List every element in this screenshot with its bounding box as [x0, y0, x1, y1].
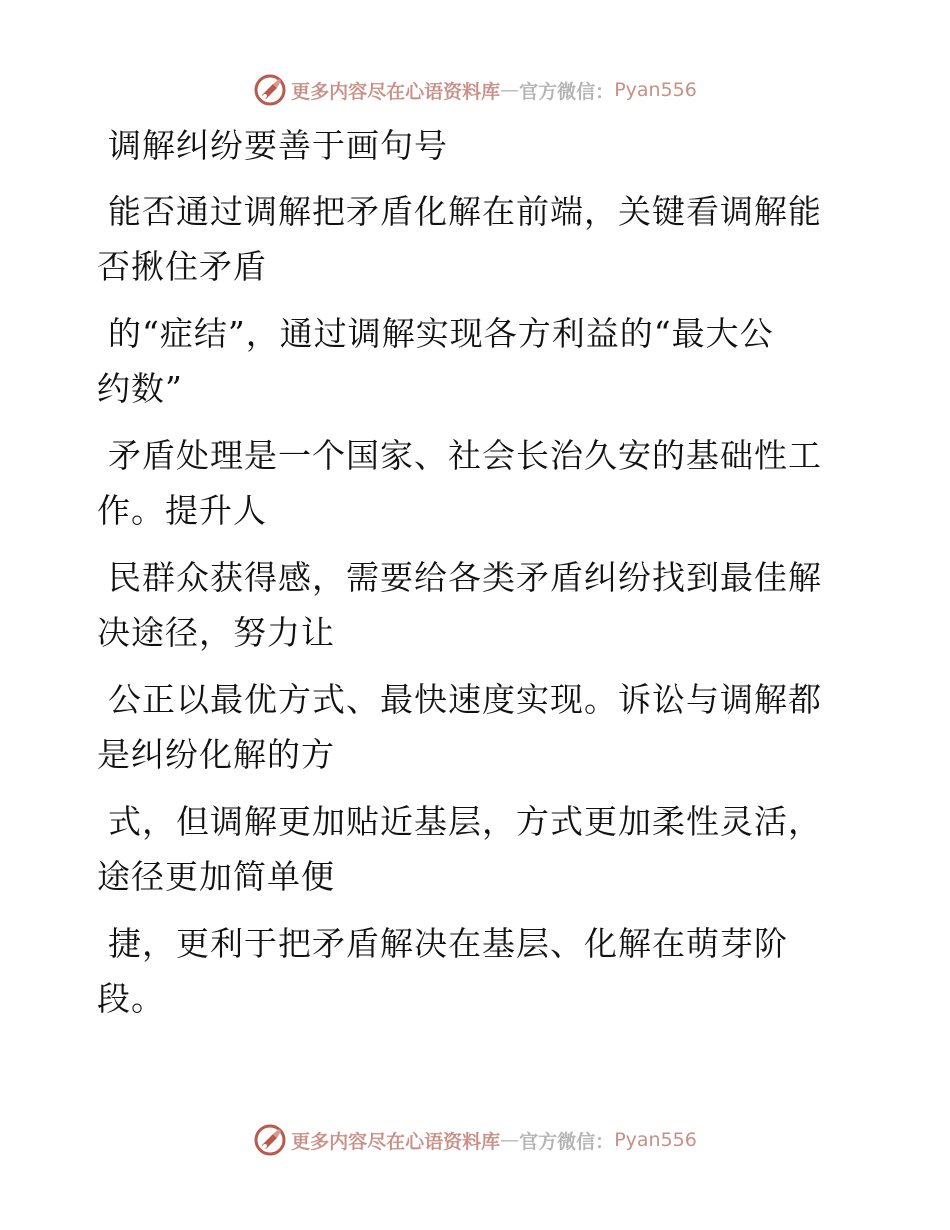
- paragraph-line: 民群众获得感，需要给各类矛盾纠纷找到最佳解: [108, 558, 822, 597]
- watermark-site-text: 更多内容尽在心语资料库: [291, 80, 501, 103]
- watermark-separator: —: [500, 1129, 520, 1151]
- watermark-wechat-id: Pyan556: [614, 1129, 697, 1151]
- paragraph-line: 约数”: [97, 369, 183, 408]
- paragraph-line: 能否通过调解把矛盾化解在前端，关键看调解能: [108, 192, 822, 231]
- paragraph: [97, 550, 837, 660]
- paragraph: [97, 306, 837, 416]
- paragraph-line: 式，但调解更加贴近基层，方式更加柔性灵活，: [108, 802, 822, 841]
- watermark-contact-label: 官方微信：: [519, 1130, 615, 1153]
- paragraph: [97, 794, 837, 904]
- watermark-wechat-id: Pyan556: [614, 79, 697, 101]
- paragraph: [97, 428, 837, 538]
- watermark-site-text: 更多内容尽在心语资料库: [291, 1130, 501, 1153]
- paragraph-line: 矛盾处理是一个国家、社会长治久安的基础性工: [108, 436, 822, 475]
- paragraph-line: 否揪住矛盾: [97, 247, 267, 286]
- header-watermark: [0, 70, 950, 110]
- paragraph-line: 决途径，努力让: [97, 613, 335, 652]
- paragraph-line: 段。: [97, 979, 165, 1018]
- footer-watermark: [0, 1120, 950, 1160]
- paragraph: [97, 184, 837, 294]
- paragraph: [97, 916, 837, 1026]
- paragraph-line: 作。提升人: [97, 491, 267, 530]
- article-body: [97, 118, 837, 1038]
- brand-logo-icon: [253, 73, 287, 107]
- brand-logo-icon: [253, 1123, 287, 1157]
- paragraph-line: 的“症结”，通过调解实现各方利益的“最大公: [108, 314, 774, 353]
- paragraph-line: 捷，更利于把矛盾解决在基层、化解在萌芽阶: [108, 924, 788, 963]
- paragraph-line: 途径更加简单便: [97, 857, 335, 896]
- article-title: 调解纠纷要善于画句号: [108, 126, 448, 165]
- paragraph-line: 是纠纷化解的方: [97, 735, 335, 774]
- watermark-separator: —: [500, 79, 520, 101]
- paragraph-line: 公正以最优方式、最快速度实现。诉讼与调解都: [108, 680, 822, 719]
- paragraph: [97, 672, 837, 782]
- watermark-contact-label: 官方微信：: [519, 80, 615, 103]
